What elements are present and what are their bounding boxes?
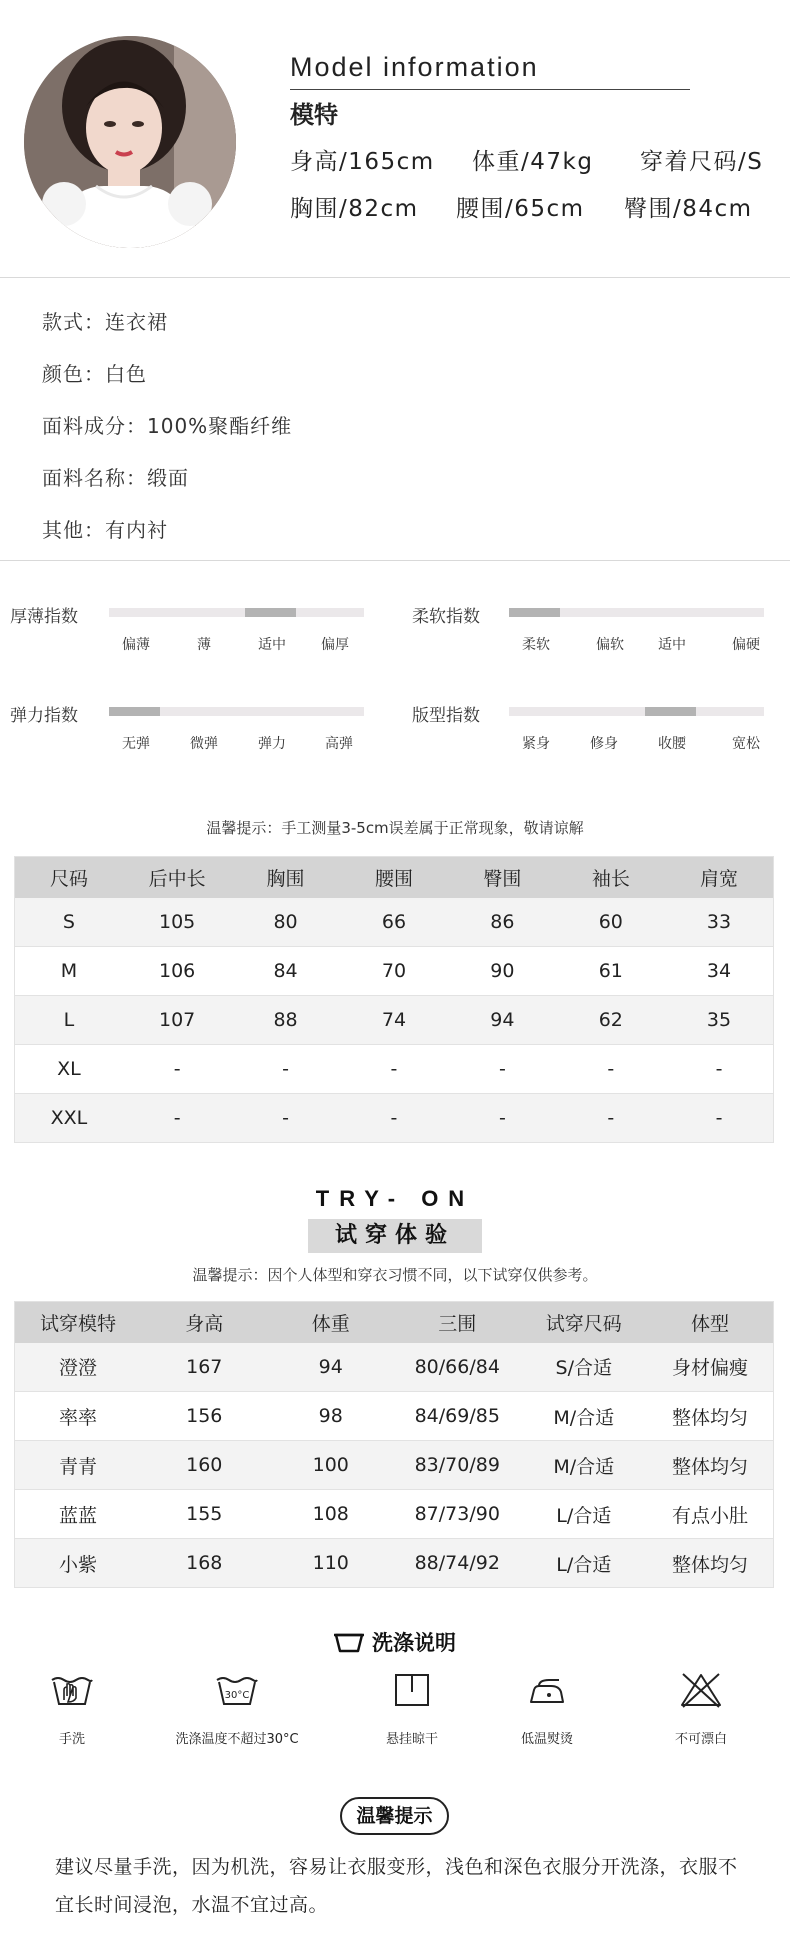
column-header: 肩宽: [665, 857, 773, 898]
table-cell: M/合适: [521, 1392, 648, 1441]
wash-label: 悬挂晾干: [385, 1732, 438, 1747]
column-header: 尺码: [15, 857, 123, 898]
divider: [0, 277, 790, 278]
table-cell: 率率: [15, 1392, 142, 1441]
tips-text: 建议尽量手洗，因为机洗，容易让衣服变形，浅色和深色衣服分开洗涤，衣服不宜长时间浸泡，水温不宜过高。: [55, 1856, 738, 1916]
table-cell: 蓝蓝: [15, 1490, 142, 1539]
model-waist: 腰围/65cm: [456, 196, 585, 222]
table-cell: 小紫: [15, 1539, 142, 1588]
tryon-note: 温馨提示：因个人体型和穿衣习惯不同，以下试穿仅供参考。: [192, 1266, 598, 1284]
index-track: [509, 707, 764, 716]
table-cell: 70: [340, 947, 448, 996]
wash-item: [162, 1672, 312, 1747]
tryon-row: [15, 1539, 774, 1588]
model-weight: 体重/47kg: [472, 149, 594, 175]
index-track: [509, 608, 764, 617]
tryon-row: [15, 1490, 774, 1539]
size-row: [15, 947, 774, 996]
index-tick: 紧身: [522, 736, 550, 752]
wash-item: [337, 1672, 487, 1747]
wash-30-icon: [215, 1672, 259, 1708]
size-row: [15, 898, 774, 947]
table-cell: 98: [268, 1392, 395, 1441]
column-header: 身高: [141, 1302, 268, 1343]
tryon-title: TRY- ON: [315, 1186, 475, 1211]
column-header: 试穿尺码: [521, 1302, 648, 1343]
table-cell: S: [15, 898, 123, 947]
wash-label: 洗涤温度不超过30°C: [175, 1732, 299, 1747]
tryon-badge: 试穿体验: [308, 1219, 482, 1253]
table-cell: -: [665, 1045, 773, 1094]
table-cell: XXL: [15, 1094, 123, 1143]
table-cell: 整体均匀: [647, 1441, 774, 1490]
index-tick: 宽松: [732, 736, 760, 752]
table-cell: -: [340, 1045, 448, 1094]
tryon-table: [14, 1301, 774, 1588]
index-fill: [245, 608, 296, 617]
table-cell: L/合适: [521, 1539, 648, 1588]
tryon-row: [15, 1441, 774, 1490]
wash-basin-icon: [334, 1631, 364, 1658]
table-cell: 33: [665, 898, 773, 947]
low-iron-icon: [525, 1672, 569, 1708]
index-fill: [509, 608, 560, 617]
model-hip: 臀围/84cm: [624, 196, 753, 222]
column-header: 袖长: [557, 857, 665, 898]
model-info-section: [0, 0, 790, 276]
model-info-title: Model information: [290, 52, 539, 82]
table-cell: 84/69/85: [394, 1392, 521, 1441]
index-tick: 薄: [197, 637, 211, 653]
attr-style: 款式：连衣裙: [42, 310, 168, 334]
index-label: 柔软指数: [412, 607, 480, 627]
table-cell: 108: [268, 1490, 395, 1539]
table-cell: S/合适: [521, 1343, 648, 1392]
table-cell: 62: [557, 996, 665, 1045]
tryon-row: [15, 1392, 774, 1441]
table-cell: 84: [231, 947, 339, 996]
table-cell: -: [231, 1094, 339, 1143]
column-header: 胸围: [231, 857, 339, 898]
index-tick: 弹力: [258, 736, 286, 752]
table-cell: -: [231, 1045, 339, 1094]
size-row: [15, 1094, 774, 1143]
index-tick: 微弹: [190, 736, 218, 752]
index-label: 版型指数: [412, 706, 480, 726]
table-cell: 110: [268, 1539, 395, 1588]
table-cell: 107: [123, 996, 231, 1045]
table-cell: L: [15, 996, 123, 1045]
model-size: 穿着尺码/S: [640, 149, 764, 175]
table-cell: 94: [268, 1343, 395, 1392]
index-tick: 适中: [658, 637, 686, 653]
table-cell: 60: [557, 898, 665, 947]
model-height: 身高/165cm: [290, 149, 435, 175]
index-fill: [645, 707, 696, 716]
wash-temp-text: 30°C: [224, 1690, 250, 1701]
table-cell: 35: [665, 996, 773, 1045]
table-cell: 168: [141, 1539, 268, 1588]
table-cell: 105: [123, 898, 231, 947]
attr-color: 颜色：白色: [42, 362, 147, 386]
table-cell: -: [123, 1094, 231, 1143]
wash-header: [0, 1627, 790, 1658]
wash-item: [472, 1672, 622, 1747]
table-cell: 34: [665, 947, 773, 996]
table-cell: -: [557, 1094, 665, 1143]
wash-title: 洗涤说明: [372, 1631, 456, 1655]
table-cell: -: [340, 1094, 448, 1143]
tips-title: 温馨提示: [340, 1797, 449, 1835]
table-cell: 80/66/84: [394, 1343, 521, 1392]
attr-other: 其他：有内衬: [42, 518, 168, 542]
column-header: 试穿模特: [15, 1302, 142, 1343]
wash-item: [626, 1672, 776, 1747]
column-header: 三围: [394, 1302, 521, 1343]
table-cell: 整体均匀: [647, 1392, 774, 1441]
tryon-table-header: [15, 1302, 774, 1343]
title-rule: [290, 89, 690, 90]
index-tick: 柔软: [522, 637, 550, 653]
table-cell: 88/74/92: [394, 1539, 521, 1588]
table-cell: -: [448, 1045, 556, 1094]
wash-item: [0, 1672, 147, 1747]
model-subtitle: 模特: [290, 101, 338, 129]
attr-fabric: 面料名称：缎面: [42, 466, 189, 490]
divider: [0, 560, 790, 561]
index-tick: 偏薄: [122, 637, 150, 653]
attr-composition: 面料成分：100%聚酯纤维: [42, 414, 293, 438]
table-cell: -: [448, 1094, 556, 1143]
index-tick: 适中: [258, 637, 286, 653]
table-cell: 106: [123, 947, 231, 996]
table-cell: 澄澄: [15, 1343, 142, 1392]
index-tick: 无弹: [122, 736, 150, 752]
table-cell: 青青: [15, 1441, 142, 1490]
table-cell: 100: [268, 1441, 395, 1490]
table-cell: 身材偏瘦: [647, 1343, 774, 1392]
no-bleach-icon: [679, 1672, 723, 1708]
wash-label: 不可漂白: [674, 1732, 727, 1747]
model-avatar: [24, 36, 236, 248]
table-cell: 86: [448, 898, 556, 947]
table-cell: 66: [340, 898, 448, 947]
table-cell: 155: [141, 1490, 268, 1539]
size-row: [15, 1045, 774, 1094]
table-cell: M: [15, 947, 123, 996]
index-label: 弹力指数: [10, 706, 78, 726]
hand-wash-icon: [50, 1672, 94, 1708]
column-header: 体型: [647, 1302, 774, 1343]
index-tick: 高弹: [325, 736, 353, 752]
table-cell: 有点小肚: [647, 1490, 774, 1539]
wash-label: 手洗: [58, 1732, 85, 1747]
index-track: [109, 608, 364, 617]
table-cell: 87/73/90: [394, 1490, 521, 1539]
table-cell: 74: [340, 996, 448, 1045]
table-cell: 90: [448, 947, 556, 996]
size-table-header: [15, 857, 774, 898]
table-cell: 整体均匀: [647, 1539, 774, 1588]
model-bust: 胸围/82cm: [290, 196, 419, 222]
column-header: 臀围: [448, 857, 556, 898]
index-tick: 修身: [590, 736, 618, 752]
table-cell: M/合适: [521, 1441, 648, 1490]
table-cell: 61: [557, 947, 665, 996]
table-cell: 156: [141, 1392, 268, 1441]
table-cell: 83/70/89: [394, 1441, 521, 1490]
index-label: 厚薄指数: [10, 607, 78, 627]
tryon-row: [15, 1343, 774, 1392]
size-row: [15, 996, 774, 1045]
table-cell: L/合适: [521, 1490, 648, 1539]
index-tick: 偏软: [596, 637, 624, 653]
table-cell: 160: [141, 1441, 268, 1490]
table-cell: -: [557, 1045, 665, 1094]
hang-dry-icon: [393, 1672, 431, 1708]
table-cell: XL: [15, 1045, 123, 1094]
table-cell: 80: [231, 898, 339, 947]
index-track: [109, 707, 364, 716]
table-cell: 94: [448, 996, 556, 1045]
table-cell: 88: [231, 996, 339, 1045]
table-cell: 167: [141, 1343, 268, 1392]
column-header: 后中长: [123, 857, 231, 898]
index-tick: 偏硬: [732, 637, 760, 653]
index-tick: 收腰: [658, 736, 686, 752]
table-cell: -: [123, 1045, 231, 1094]
table-cell: -: [665, 1094, 773, 1143]
index-fill: [109, 707, 160, 716]
size-table: [14, 856, 774, 1143]
wash-label: 低温熨烫: [520, 1732, 573, 1747]
column-header: 腰围: [340, 857, 448, 898]
index-tick: 偏厚: [321, 637, 349, 653]
size-note: 温馨提示：手工测量3-5cm误差属于正常现象，敬请谅解: [206, 819, 584, 837]
column-header: 体重: [268, 1302, 395, 1343]
